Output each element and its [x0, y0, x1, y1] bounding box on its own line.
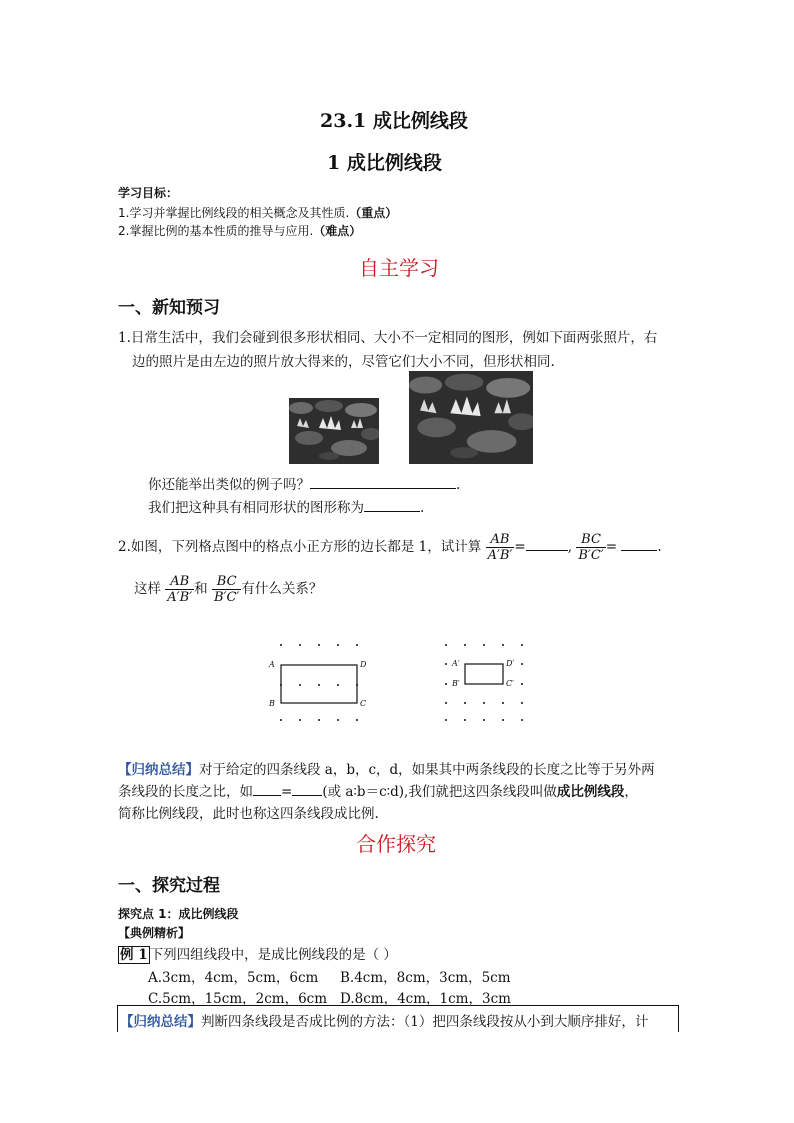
option-a[interactable]: A.3cm，4cm，5cm，6cm: [148, 970, 319, 986]
q1-ask1-text: 你还能举出类似的例子吗？: [148, 477, 310, 493]
summary1-line1: [118, 758, 655, 778]
objective-2-text: 2.掌握比例的基本性质的推导与应用.: [118, 224, 314, 238]
objectives-heading: 学习目标：: [118, 186, 179, 200]
frac2-num: BC: [576, 532, 605, 548]
summary2-line: [120, 1010, 648, 1030]
explore-heading: 一、探究过程: [118, 876, 220, 896]
summary1-blank2[interactable]: [292, 781, 322, 796]
objective-1-tag: （重点）: [349, 206, 398, 220]
summary1-line2-c: ，: [624, 784, 638, 800]
section-cooperative: 合作探究: [356, 832, 436, 856]
option-b[interactable]: B.4cm，8cm，3cm，5cm: [340, 970, 511, 986]
q2-period: .: [657, 539, 662, 555]
q2-line1: [118, 532, 662, 563]
q1-ask1-blank[interactable]: [310, 474, 456, 489]
summary1-blank1[interactable]: [253, 781, 281, 796]
frac2-den: B′C′: [578, 548, 604, 563]
summary2-tag: 【归纳总结】: [120, 1014, 201, 1030]
option-c[interactable]: C.5cm，15cm，2cm，6cm: [148, 991, 328, 1007]
label-c-prime: C′: [506, 679, 514, 688]
summary2-text: 判断四条线段是否成比例的方法：（1）把四条线段按从小到大顺序排好，计: [201, 1014, 649, 1030]
frac4-num: BC: [212, 574, 241, 590]
label-b-prime: B′: [452, 679, 460, 688]
summary1-term: 成比例线段: [556, 784, 625, 800]
frac4-den: B′C′: [213, 590, 240, 605]
example-1-text: 下列四组线段中，是成比例线段的是（ ）: [149, 947, 397, 963]
summary1-line3: 简称比例线段，此时也称这四条线段成比例.: [118, 806, 379, 822]
label-c: C: [360, 699, 367, 708]
q2-comma: ,: [567, 539, 573, 555]
q2-line2-and: 和: [194, 581, 208, 597]
option-d[interactable]: D.8cm，4cm，1cm，3cm: [340, 991, 511, 1007]
example-heading: 【典例精析】: [118, 926, 191, 940]
lily-photo-small: [289, 398, 379, 464]
example-1-question: [118, 943, 397, 963]
q1-ask2-blank[interactable]: [364, 497, 420, 512]
label-a-prime: A′: [452, 659, 460, 668]
objective-2: [118, 222, 361, 239]
left-grid-dots: [280, 644, 358, 721]
q2-eq1: =: [514, 539, 526, 555]
summary1-line1-text: 对于给定的四条线段 a，b，c，d，如果其中两条线段的长度之比等于另外两: [199, 762, 655, 778]
frac3-num: AB: [165, 574, 194, 590]
q1-ask2-period: .: [420, 500, 425, 516]
frac1-num: AB: [486, 532, 515, 548]
page-subtitle: 1 成比例线段: [327, 152, 442, 174]
label-b: B: [269, 699, 275, 708]
frac1-den: A′B′: [487, 548, 513, 563]
fraction-bc-over-b1c1: [576, 532, 605, 563]
q2-intro: 2.如图，下列格点图中的格点小正方形的边长都是 1，试计算: [118, 539, 482, 555]
q1-ask1: [148, 473, 460, 493]
q1-ask2: [148, 496, 424, 516]
q2-blank1[interactable]: [526, 536, 568, 551]
summary1-tag: 【归纳总结】: [118, 762, 199, 778]
preview-heading: 一、新知预习: [118, 298, 220, 318]
label-a: A: [269, 660, 275, 669]
q1-line2: 边的照片是由左边的照片放大得来的，尽管它们大小不同，但形状相同.: [132, 354, 555, 370]
q2-line2: [134, 574, 322, 605]
page-title: 23.1 成比例线段: [320, 110, 468, 132]
q2-line2-pre: 这样: [134, 581, 161, 597]
q1-line1: 1.日常生活中，我们会碰到很多形状相同、大小不一定相同的图形，例如下面两张照片，右: [118, 330, 658, 346]
q1-ask1-period: .: [456, 477, 461, 493]
summary1-line2-a: 条线段的长度之比，如: [118, 784, 253, 800]
example-1-tag: 例 1: [120, 947, 148, 963]
lattice-figure-graphic: [262, 636, 542, 726]
summary1-line2: [118, 780, 638, 800]
fraction-bc-over-b1c1-2: [212, 574, 241, 605]
q1-ask2-text: 我们把这种具有相同形状的图形称为: [148, 500, 364, 516]
q2-blank2[interactable]: [621, 536, 657, 551]
rectangle-a1b1c1d1: [465, 664, 503, 684]
lattice-figure: [262, 636, 542, 726]
label-d: D: [360, 660, 367, 669]
frac3-den: A′B′: [167, 590, 193, 605]
q2-eq2: =: [605, 539, 618, 555]
objective-1-text: 1.学习并掌握比例线段的相关概念及其性质.: [118, 206, 350, 220]
summary1-line2-b: (或 a∶b＝c∶d),我们就把这四条线段叫做: [322, 784, 557, 800]
fraction-ab-over-a1b1: [486, 532, 515, 563]
lily-photo-small-graphic: [289, 398, 379, 464]
lily-photo-large-graphic: [409, 371, 533, 464]
q2-line2-post: 有什么关系？: [241, 581, 323, 597]
summary1-eq: =: [281, 784, 293, 800]
fraction-ab-over-a1b1-2: [165, 574, 194, 605]
section-self-study: 自主学习: [359, 256, 439, 280]
objective-1: [118, 204, 397, 221]
objective-2-tag: （难点）: [313, 224, 362, 238]
label-d-prime: D′: [506, 659, 515, 668]
explore-point-1: 探究点 1：成比例线段: [118, 907, 239, 921]
lily-photo-large: [409, 371, 533, 464]
